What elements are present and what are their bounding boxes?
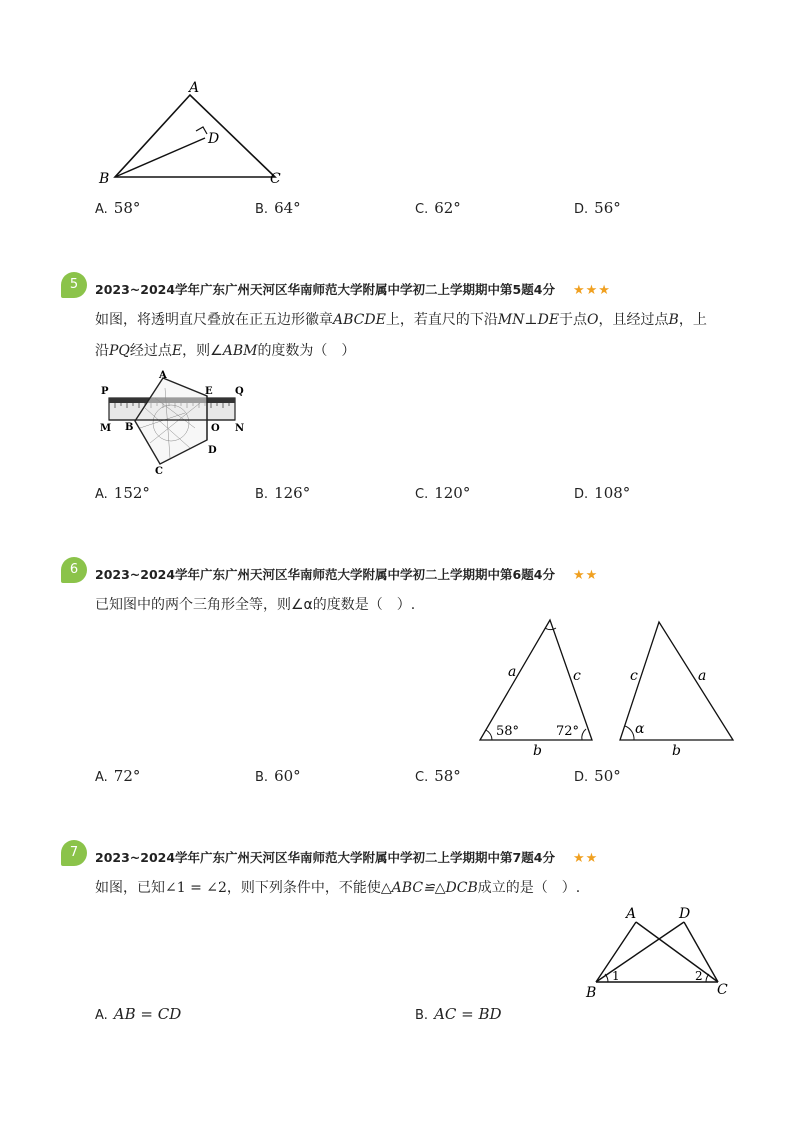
q6-label-alpha: α xyxy=(635,721,645,737)
q4-option-c[interactable] xyxy=(415,199,461,217)
q5-label-N: N xyxy=(235,423,245,434)
math: PQ xyxy=(109,343,130,359)
q5-option-c[interactable] xyxy=(415,484,470,502)
q5-label-A: A xyxy=(159,370,167,381)
q5-label-P: P xyxy=(101,386,109,397)
q5-option-d[interactable] xyxy=(574,484,630,502)
option-value: AB = CD xyxy=(113,1005,182,1023)
option-letter: D. xyxy=(574,487,589,502)
math: ∠1 = ∠2 xyxy=(165,880,227,896)
q5-label-E: E xyxy=(205,386,213,397)
text: ，上 xyxy=(678,312,707,328)
q4-option-a[interactable] xyxy=(95,199,140,217)
math: ⊥ xyxy=(524,312,538,328)
question-source-header xyxy=(95,280,611,298)
q7-figure xyxy=(580,902,740,1002)
option-letter: C. xyxy=(415,487,429,502)
q4-option-b[interactable] xyxy=(255,199,301,217)
q6-option-c[interactable] xyxy=(415,767,461,785)
math: MN xyxy=(497,312,525,328)
q5-option-a[interactable] xyxy=(95,484,150,502)
q7-label-D: D xyxy=(679,906,691,922)
q6-label-ang2: 72° xyxy=(556,724,580,739)
q4-label-C: C xyxy=(270,171,281,187)
text: ，且经过点 xyxy=(598,312,669,328)
math: △ABC≌△DCB xyxy=(380,880,478,896)
q7-option-b[interactable] xyxy=(415,1005,502,1023)
q6-label-c1: c xyxy=(573,668,581,684)
q4-label-B: B xyxy=(99,171,110,187)
math: ABM xyxy=(222,343,258,359)
option-letter: D. xyxy=(574,202,589,217)
difficulty-stars: ★★ xyxy=(572,568,599,583)
text: 的度数为（ ） xyxy=(257,343,356,359)
question-text xyxy=(95,878,580,898)
option-value: 152° xyxy=(113,484,150,502)
option-value: 56° xyxy=(594,199,621,217)
q6-label-b2: b xyxy=(672,743,681,759)
math: O xyxy=(587,312,599,328)
q6-option-b[interactable] xyxy=(255,767,301,785)
text: 如图，将透明直尺叠放在正五边形徽章 xyxy=(95,312,333,328)
option-letter: A. xyxy=(95,1008,108,1023)
option-value: 60° xyxy=(274,767,301,785)
option-value: AC = BD xyxy=(434,1005,502,1023)
q6-label-c2: c xyxy=(630,668,638,684)
option-letter: D. xyxy=(574,770,589,785)
option-value: 50° xyxy=(594,767,621,785)
q5-label-M: M xyxy=(100,423,112,434)
source-text: 2023~2024学年广东广州天河区华南师范大学附属中学初二上学期期中第5题4分 xyxy=(95,282,555,297)
question-text: 已知图中的两个三角形全等，则∠α的度数是（ ）. xyxy=(95,597,416,613)
math: E xyxy=(171,343,183,359)
q7-label-B: B xyxy=(586,985,597,1001)
option-value: 58° xyxy=(113,199,141,217)
option-letter: B. xyxy=(415,1008,429,1023)
option-letter: C. xyxy=(415,770,429,785)
q7-label-C: C xyxy=(717,982,728,998)
q5-label-D: D xyxy=(208,445,217,456)
q5-figure xyxy=(95,368,255,478)
math: DE xyxy=(537,312,560,328)
math: ABCDE xyxy=(333,312,386,328)
q6-option-d[interactable] xyxy=(574,767,621,785)
option-letter: B. xyxy=(255,770,269,785)
difficulty-stars: ★★ xyxy=(572,851,599,866)
q7-label-A: A xyxy=(626,906,637,922)
option-letter: B. xyxy=(255,202,269,217)
text: 上，若直尺的下沿 xyxy=(385,312,498,328)
question-number-badge: 6 xyxy=(61,557,87,583)
option-value: 126° xyxy=(274,484,311,502)
q7-option-a[interactable] xyxy=(95,1005,181,1023)
option-letter: C. xyxy=(415,202,429,217)
source-text: 2023~2024学年广东广州天河区华南师范大学附属中学初二上学期期中第6题4分 xyxy=(95,567,555,582)
q5-option-b[interactable] xyxy=(255,484,310,502)
option-letter: A. xyxy=(95,202,108,217)
question-number-badge: 5 xyxy=(61,272,87,298)
text: 沿 xyxy=(95,343,109,359)
text: ，则∠ xyxy=(182,343,223,359)
text: 如图，已知 xyxy=(95,880,165,896)
q4-label-D: D xyxy=(208,131,220,147)
option-value: 62° xyxy=(434,199,461,217)
option-value: 108° xyxy=(594,484,631,502)
q5-label-B: B xyxy=(125,422,134,433)
option-value: 120° xyxy=(434,484,471,502)
question-number-badge: 7 xyxy=(61,840,87,866)
difficulty-stars: ★★★ xyxy=(572,283,611,298)
source-text: 2023~2024学年广东广州天河区华南师范大学附属中学初二上学期期中第7题4分 xyxy=(95,850,555,865)
q6-label-a1: a xyxy=(508,664,517,680)
q5-label-C: C xyxy=(155,466,163,477)
text: 成立的是（ ）. xyxy=(477,880,581,896)
option-value: 64° xyxy=(274,199,301,217)
q6-figure xyxy=(470,612,740,762)
text: 于点 xyxy=(559,312,588,328)
q6-option-a[interactable] xyxy=(95,767,140,785)
q5-label-O: O xyxy=(211,423,220,434)
option-letter: A. xyxy=(95,770,108,785)
q5-label-Q: Q xyxy=(235,386,244,397)
question-source-header xyxy=(95,565,598,583)
q4-figure xyxy=(95,75,295,190)
text: ，则下列条件中，不能使 xyxy=(226,880,381,896)
q6-label-ang1: 58° xyxy=(496,724,520,739)
option-value: 58° xyxy=(434,767,461,785)
q4-option-d[interactable] xyxy=(574,199,621,217)
question-source-header xyxy=(95,848,598,866)
q7-label-2: 2 xyxy=(695,969,703,983)
q7-label-1: 1 xyxy=(612,969,620,983)
question-text-line-1 xyxy=(95,310,707,330)
text: 经过点 xyxy=(129,343,172,359)
q4-label-A: A xyxy=(189,80,200,96)
math: B xyxy=(668,312,679,328)
q6-label-a2: a xyxy=(698,668,707,684)
question-text-line-2 xyxy=(95,341,355,361)
option-letter: B. xyxy=(255,487,269,502)
q6-label-b1: b xyxy=(533,743,542,759)
option-letter: A. xyxy=(95,487,108,502)
option-value: 72° xyxy=(113,767,141,785)
